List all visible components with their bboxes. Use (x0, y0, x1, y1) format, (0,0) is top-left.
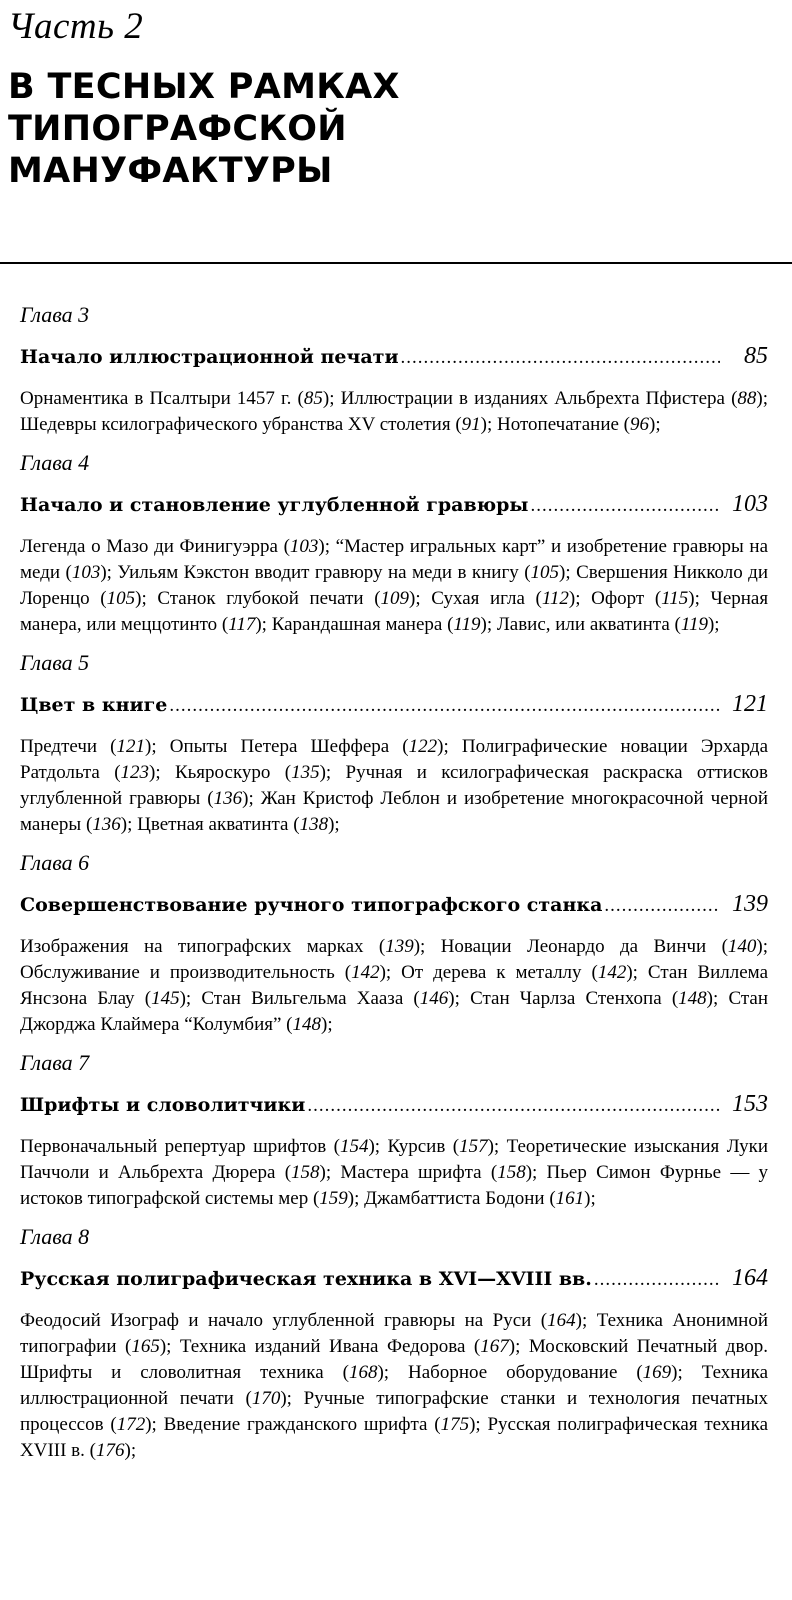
topic-page: 146 (419, 988, 449, 1009)
topic-item: Теоретические изыскания Луки Паччоли и Альбрехта Дюрера (158) (20, 1136, 769, 1183)
topic-text: Стан Джорджа Клаймера “Колумбия” (20, 988, 769, 1035)
topic-page: 119 (453, 614, 481, 635)
chapter-entry (20, 846, 768, 1038)
topic-page: 123 (120, 762, 150, 783)
topic-item: Стан Чарлза Стенхопа (148) (470, 988, 713, 1009)
topic-item: Предтечи (121) (20, 736, 152, 757)
chapter-label: Глава 3 (20, 302, 90, 327)
topic-item: Мастера шрифта (158) (340, 1162, 533, 1183)
topic-text: Техника Анонимной типографии (20, 1310, 768, 1357)
topic-page: 154 (339, 1136, 369, 1157)
part-title: В ТЕСНЫХ РАМКАХ ТИПОГРАФСКОЙ МАНУФАКТУРЫ (8, 67, 400, 191)
part-label: Часть 2 (8, 6, 144, 47)
topic-page: 161 (555, 1188, 585, 1209)
topic-item: Первоначальный репертуар шрифтов (154) (20, 1136, 375, 1157)
topic-text: Стан Чарлза Стенхопа (470, 988, 662, 1009)
chapter-entry (20, 446, 768, 638)
chapter-page-number: 164 (732, 1265, 768, 1291)
chapter-title: Совершенствование ручного типографского станка (20, 894, 603, 916)
topic-page: 148 (292, 1014, 321, 1035)
chapter-topics: Изображения на типографских марках (139); Новации Леонардо да Винчи (140); Обслуживание и производительность (142); От дерева к металлу (142); Стан Виллема Янсзона Блау (145); Стан Вильгельма Хааза (146); Стан Чарлза Стенхопа (148); Стан Джорджа Клаймера “Колумбия” (148); (20, 936, 769, 1035)
chapter-topics: Феодосий Изограф и начало углубленной гравюры на Руси (164); Техника Анонимной типографии (165); Техника изданий Ивана Федорова (167); Московский Печатный двор. Шрифты и словолитная техника (168); Наборное оборудование (169); Техника иллюстрационной печати (170); Ручные типографские станки и технология печатных процессов (172); Введение гражданского шрифта (175); Русская полиграфическая техника XVIII в. (176); (20, 1310, 769, 1461)
topic-page: 148 (678, 988, 707, 1009)
chapter-heading (20, 684, 768, 724)
topic-page: 109 (380, 588, 410, 609)
chapter-entry (20, 646, 768, 838)
topic-page: 138 (299, 814, 329, 835)
topic-item: Изображения на типографских марках (139) (20, 936, 421, 957)
topic-text: Ручная и ксилографическая раскраска оттисков углубленной гравюры (20, 762, 769, 809)
topic-page: 105 (530, 562, 560, 583)
topic-item: Цветная акватинта (138) (137, 814, 335, 835)
topic-item: Новации Леонардо да Винчи (140) (440, 936, 763, 957)
chapter-heading (20, 884, 768, 924)
topic-page: 88 (737, 388, 757, 409)
topic-text: Московский Печатный двор. Шрифты и словолитная техника (20, 1336, 769, 1383)
topic-page: 117 (228, 614, 256, 635)
topic-text: Джамбаттиста Бодони (364, 1188, 545, 1209)
topic-text: Курсив (387, 1136, 446, 1157)
topic-text: Пьер Симон Фурнье — у истоков типографской системы мер (20, 1162, 769, 1209)
topic-item: Введение гражданского шрифта (175) (163, 1414, 476, 1435)
topic-text: От дерева к металлу (401, 962, 582, 983)
topic-text: Предтечи (20, 736, 98, 757)
chapter-topics: Предтечи (121); Опыты Петера Шеффера (122); Полиграфические новации Эрхарда Ратдольта (123); Кьяроскуро (135); Ручная и ксилографическая раскраска оттисков углубленной гравюры (136); Жан Кристоф Леблон и изобретение многокрасочной черной манеры (136); Цветная акватинта (138); (20, 736, 769, 835)
topic-item: Опыты Петера Шеффера (122) (169, 736, 444, 757)
topic-page: 136 (213, 788, 243, 809)
topic-page: 145 (151, 988, 180, 1009)
topic-item: Стан Виллема Янсзона Блау (145) (20, 962, 769, 1009)
chapter-page-number: 121 (732, 691, 768, 717)
topic-item: Джамбаттиста Бодони (161) (364, 1188, 591, 1209)
topic-page: 91 (461, 414, 481, 435)
divider-rule (0, 262, 792, 264)
topic-item: Жан Кристоф Леблон и изобретение многокрасочной черной манеры (136) (20, 788, 768, 835)
topic-item: Нотопечатание (96) (497, 414, 656, 435)
topic-page: 167 (480, 1336, 509, 1357)
topic-text: Стан Вильгельма Хааза (201, 988, 404, 1009)
topic-page: 112 (541, 588, 569, 609)
chapter-entry (20, 1220, 768, 1464)
chapter-title: Начало и становление углубленной гравюры (20, 494, 529, 516)
topic-text: Черная манера, или меццотинто (20, 588, 769, 635)
topic-item: Сухая игла (112) (431, 588, 576, 609)
chapter-topics: Легенда о Мазо ди Финигуэрра (103); “Мастер игральных карт” и изобретение гравюры на меди (103); Уильям Кэкстон вводит гравюру на меди в книгу (105); Свершения Никколо ди Лоренцо (105); Станок глубокой печати (109); Сухая игла (112); Офорт (115); Черная манера, или меццотинто (117); Карандашная манера (119); Лавис, или акватинта (119); (20, 536, 769, 635)
topic-text: Изображения на типографских марках (20, 936, 364, 957)
topic-text: Ручные типографские станки и технология печатных процессов (20, 1388, 768, 1435)
chapter-heading (20, 484, 768, 524)
topic-text: Цветная акватинта (137, 814, 289, 835)
topic-item: Иллюстрации в изданиях Альбрехта Пфистера (88) (340, 388, 763, 409)
topic-page: 169 (642, 1362, 672, 1383)
topic-item: Станок глубокой печати (109) (157, 588, 416, 609)
chapter-topics: Первоначальный репертуар шрифтов (154); Курсив (157); Теоретические изыскания Луки Паччоли и Альбрехта Дюрера (158); Мастера шрифта (158); Пьер Симон Фурнье — у истоков типографской системы мер (159); Джамбаттиста Бодони (161); (20, 1136, 769, 1209)
topic-item: Курсив (157) (387, 1136, 494, 1157)
topic-page: 136 (92, 814, 121, 835)
topic-page: 139 (385, 936, 414, 957)
chapter-page-number: 139 (732, 891, 768, 917)
topic-page: 168 (348, 1362, 378, 1383)
chapter-topics: Орнаментика в Псалтыри 1457 г. (85); Иллюстрации в изданиях Альбрехта Пфистера (88); Шедевры ксилографического убранства XV столетия (91); Нотопечатание (96); (20, 388, 769, 435)
topic-text: Стан Виллема Янсзона Блау (20, 962, 769, 1009)
chapter-label: Глава 8 (20, 1224, 90, 1249)
topic-item: Наборное оборудование (169) (408, 1362, 678, 1383)
topic-item: Шедевры ксилографического убранства XV столетия (91) (20, 414, 487, 435)
topic-text: Введение гражданского шрифта (163, 1414, 428, 1435)
topic-item: Феодосий Изограф и начало углубленной гравюры на Руси (164) (20, 1310, 582, 1331)
topic-text: Лавис, или акватинта (496, 614, 670, 635)
chapter-title: Начало иллюстрационной печати (20, 346, 399, 368)
topic-text: Феодосий Изограф и начало углубленной гравюры на Руси (20, 1310, 532, 1331)
topic-text: Сухая игла (431, 588, 525, 609)
topic-text: Легенда о Мазо ди Финигуэрра (20, 536, 278, 557)
topic-item: Орнаментика в Псалтыри 1457 г. (85) (20, 388, 330, 409)
topic-page: 103 (71, 562, 101, 583)
topic-page: 158 (291, 1162, 320, 1183)
topic-text: Жан Кристоф Леблон и изобретение многокрасочной черной манеры (20, 788, 768, 835)
chapter-label: Глава 7 (20, 1050, 90, 1075)
topic-text: Офорт (591, 588, 645, 609)
topic-text: Техника иллюстрационной печати (20, 1362, 768, 1409)
topic-page: 172 (116, 1414, 146, 1435)
chapter-label: Глава 4 (20, 450, 90, 475)
topic-text: Свершения Никколо ди Лоренцо (20, 562, 769, 609)
topic-text: Опыты Петера Шеффера (169, 736, 390, 757)
topic-page: 122 (408, 736, 438, 757)
chapter-list (0, 298, 792, 1472)
chapter-page-number: 153 (732, 1091, 768, 1117)
topic-text: Шедевры ксилографического убранства XV столетия (20, 414, 451, 435)
topic-text: Новации Леонардо да Винчи (440, 936, 707, 957)
topic-item: Московский Печатный двор. Шрифты и словолитная техника (168) (20, 1336, 769, 1383)
topic-page: 159 (319, 1188, 348, 1209)
topic-page: 119 (680, 614, 708, 635)
topic-item: Кьяроскуро (135) (174, 762, 326, 783)
chapter-page-number: 85 (744, 343, 768, 369)
topic-page: 176 (95, 1440, 125, 1461)
chapter-heading (20, 336, 768, 376)
topic-page: 85 (303, 388, 323, 409)
topic-item: Техника иллюстрационной печати (170) (20, 1362, 768, 1409)
topic-text: Полиграфические новации Эрхарда Ратдольта (20, 736, 769, 783)
dot-leader (307, 1086, 720, 1126)
topic-page: 157 (459, 1136, 488, 1157)
topic-item: Свершения Никколо ди Лоренцо (105) (20, 562, 769, 609)
topic-text: “Мастер игральных карт” и изобретение гравюры на меди (20, 536, 769, 583)
dot-leader (530, 486, 720, 526)
topic-item: Офорт (115) (591, 588, 695, 609)
topic-item: Ручные типографские станки и технология печатных процессов (172) (20, 1388, 768, 1435)
chapter-heading (20, 1084, 768, 1124)
topic-text: Обслуживание и производительность (20, 962, 335, 983)
topic-item: Лавис, или акватинта (119) (496, 614, 715, 635)
dot-leader (169, 686, 720, 726)
topic-text: Наборное оборудование (408, 1362, 618, 1383)
topic-text: Орнаментика в Псалтыри 1457 г. (20, 388, 292, 409)
topic-item: Ручная и ксилографическая раскраска оттисков углубленной гравюры (136) (20, 762, 769, 809)
topic-item: Полиграфические новации Эрхарда Ратдольта (123) (20, 736, 769, 783)
topic-text: Уильям Кэкстон вводит гравюру на меди в книгу (117, 562, 519, 583)
topic-page: 142 (597, 962, 627, 983)
dot-leader (604, 886, 720, 926)
chapter-entry (20, 298, 768, 438)
topic-text: Станок глубокой печати (157, 588, 364, 609)
topic-text: Теоретические изыскания Луки Паччоли и Альбрехта Дюрера (20, 1136, 769, 1183)
topic-item: Техника изданий Ивана Федорова (167) (179, 1336, 516, 1357)
topic-item: Техника Анонимной типографии (165) (20, 1310, 768, 1357)
topic-text: Нотопечатание (497, 414, 619, 435)
topic-page: 140 (727, 936, 757, 957)
topic-text: Техника изданий Ивана Федорова (179, 1336, 466, 1357)
topic-item: Карандашная манера (119) (271, 614, 487, 635)
chapter-label: Глава 6 (20, 850, 90, 875)
dot-leader (594, 1260, 720, 1300)
topic-page: 170 (251, 1388, 281, 1409)
topic-item: Обслуживание и производительность (142) (20, 962, 386, 983)
chapter-title: Русская полиграфическая техника в XVI—XVIII вв. (20, 1268, 592, 1290)
topic-page: 135 (291, 762, 320, 783)
topic-text: Кьяроскуро (174, 762, 271, 783)
topic-page: 121 (116, 736, 145, 757)
dot-leader (401, 338, 720, 378)
topic-text: Иллюстрации в изданиях Альбрехта Пфистера (340, 388, 725, 409)
chapter-title: Цвет в книге (20, 694, 168, 716)
topic-page: 158 (497, 1162, 526, 1183)
chapter-page-number: 103 (732, 491, 768, 517)
topic-item: Стан Вильгельма Хааза (146) (201, 988, 455, 1009)
topic-page: 175 (440, 1414, 470, 1435)
topic-item: “Мастер игральных карт” и изобретение гравюры на меди (103) (20, 536, 769, 583)
chapter-title: Шрифты и словолитчики (20, 1094, 306, 1116)
topic-page: 96 (630, 414, 649, 435)
topic-page: 115 (661, 588, 689, 609)
topic-item: Черная манера, или меццотинто (117) (20, 588, 769, 635)
topic-page: 142 (351, 962, 380, 983)
topic-page: 103 (289, 536, 319, 557)
topic-item: Русская полиграфическая техника XVIII в. (176) (20, 1414, 769, 1461)
topic-page: 164 (547, 1310, 576, 1331)
chapter-entry (20, 1046, 768, 1212)
topic-item: Уильям Кэкстон вводит гравюру на меди в книгу (105) (117, 562, 566, 583)
topic-text: Карандашная манера (271, 614, 443, 635)
chapter-heading (20, 1258, 768, 1298)
topic-page: 105 (106, 588, 136, 609)
topic-text: Русская полиграфическая техника XVIII в. (20, 1414, 769, 1461)
topic-item: Стан Джорджа Клаймера “Колумбия” (148) (20, 988, 769, 1035)
topic-item: Легенда о Мазо ди Финигуэрра (103) (20, 536, 325, 557)
topic-text: Мастера шрифта (340, 1162, 482, 1183)
topic-page: 165 (131, 1336, 160, 1357)
topic-item: Пьер Симон Фурнье — у истоков типографской системы мер (159) (20, 1162, 769, 1209)
chapter-label: Глава 5 (20, 650, 90, 675)
topic-item: От дерева к металлу (142) (401, 962, 633, 983)
topic-text: Первоначальный репертуар шрифтов (20, 1136, 327, 1157)
